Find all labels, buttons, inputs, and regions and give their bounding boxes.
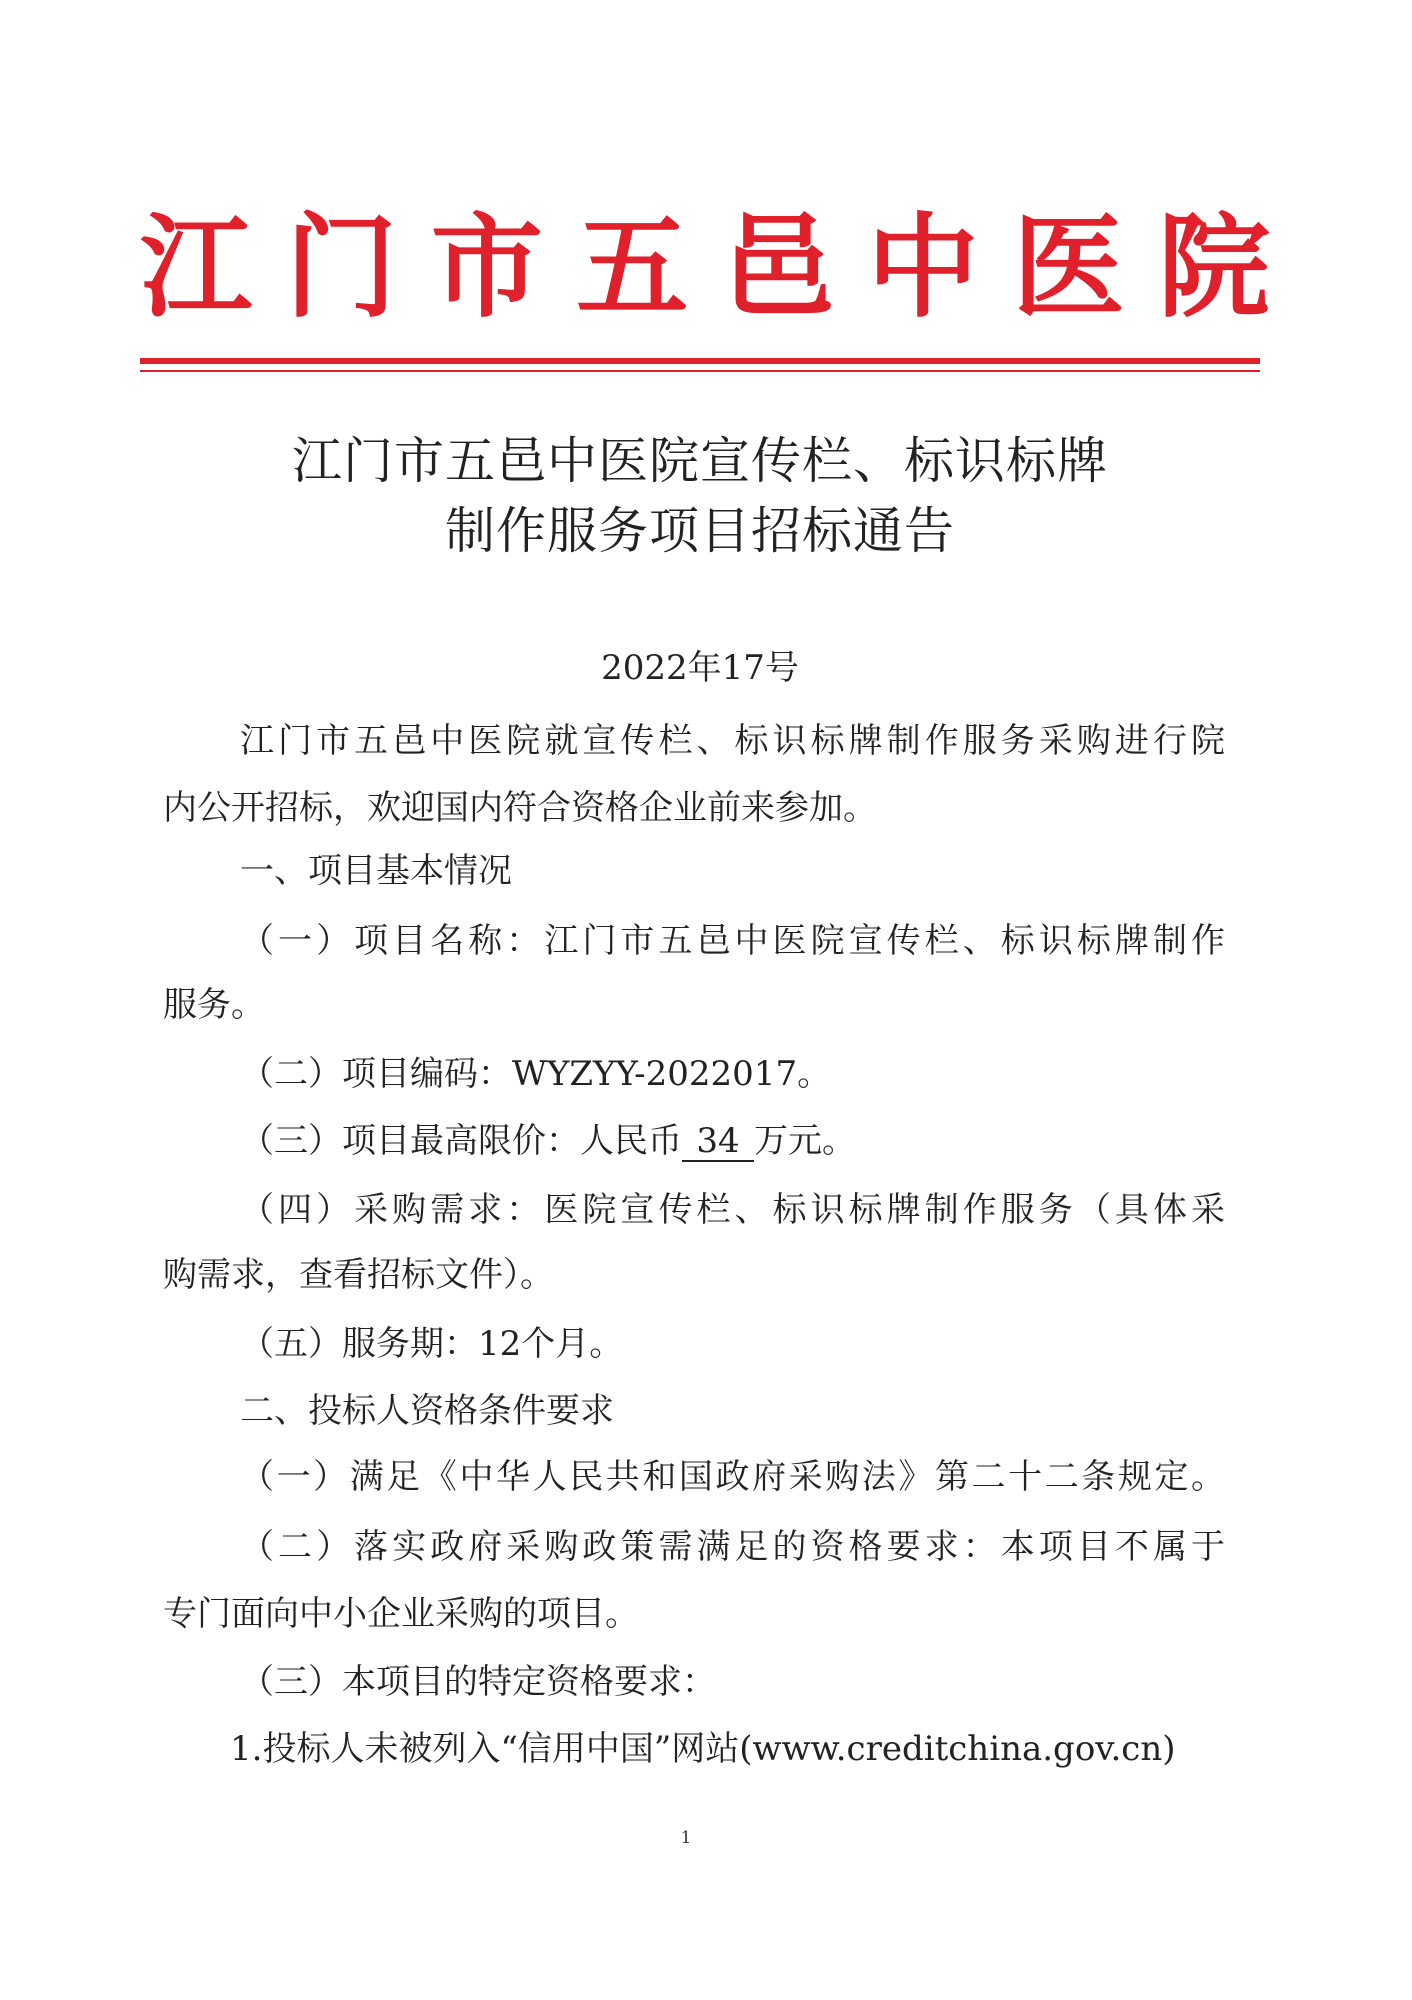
letterhead-char: 邑 — [721, 202, 834, 333]
section1-item4-line2: 购需求，查看招标文件）。 — [163, 1255, 554, 1295]
section1-heading: 一、项目基本情况 — [240, 851, 512, 891]
document-number: 2022年17号 — [601, 648, 799, 688]
item3-prefix: （三）项目最高限价：人民币 — [240, 1121, 682, 1161]
section1-item2: （二）项目编码：WYZYY-2022017。 — [240, 1054, 832, 1094]
section1-item3 — [240, 1121, 856, 1162]
section2-item2-line2: 专门面向中小企业采购的项目。 — [163, 1594, 639, 1634]
section2-item3: （三）本项目的特定资格要求： — [240, 1662, 716, 1702]
letterhead-char: 中 — [867, 202, 980, 333]
page-number: 1 — [680, 1828, 692, 1848]
budget-amount: 34 — [682, 1124, 754, 1162]
letterhead-char: 江 — [140, 202, 252, 333]
section2-heading: 二、投标人资格条件要求 — [240, 1391, 614, 1431]
intro-line2: 内公开招标，欢迎国内符合资格企业前来参加。 — [163, 788, 877, 828]
item3-suffix: 万元。 — [754, 1121, 856, 1161]
letterhead-char: 医 — [1012, 202, 1125, 333]
section1-item4-line1: （四）采购需求：医院宣传栏、标识标牌制作服务（具体采 — [240, 1190, 1225, 1230]
section2-item1: （一）满足《中华人民共和国政府采购法》第二十二条规定。 — [240, 1457, 1225, 1497]
intro-line1: 江门市五邑中医院就宣传栏、标识标牌制作服务采购进行院 — [240, 721, 1225, 761]
letterhead-rule — [140, 358, 1260, 364]
letterhead-char: 门 — [285, 202, 398, 333]
letterhead — [140, 198, 1270, 338]
letterhead-char: 五 — [576, 202, 689, 333]
section1-item1-line2: 服务。 — [163, 985, 265, 1025]
document-title-line1: 江门市五邑中医院宣传栏、标识标牌 — [292, 432, 1108, 490]
letterhead-char: 市 — [430, 202, 543, 333]
section1-item5: （五）服务期：12个月。 — [240, 1324, 624, 1364]
section2-item2-line1: （二）落实政府采购政策需满足的资格要求：本项目不属于 — [240, 1527, 1225, 1567]
letterhead-char: 院 — [1157, 202, 1270, 333]
document-title-line2: 制作服务项目招标通告 — [445, 502, 955, 560]
section2-sub1: 1.投标人未被列入“信用中国”网站(www.creditchina.gov.cn) — [230, 1729, 1176, 1769]
letterhead-rule-thin — [140, 370, 1260, 372]
section1-item1-line1: （一）项目名称：江门市五邑中医院宣传栏、标识标牌制作 — [240, 921, 1225, 961]
